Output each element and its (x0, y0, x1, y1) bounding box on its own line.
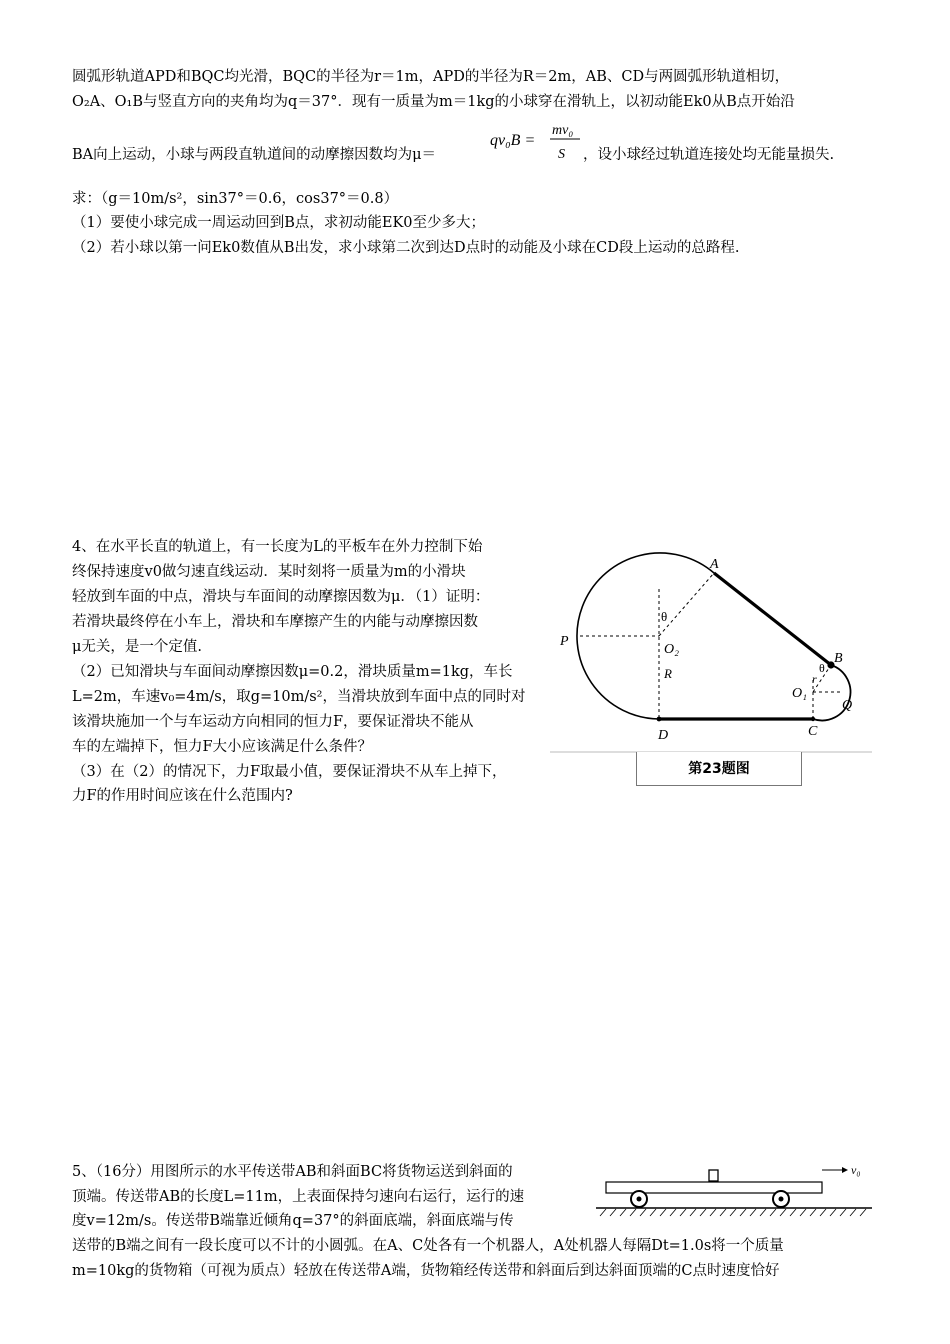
label-o1: O₁ (792, 686, 807, 701)
figure-caption: 第23题图 (688, 761, 750, 777)
arrow-head-icon (842, 1167, 848, 1173)
p4-line-8: 该滑块施加一个与车运动方向相同的恒力F，要保证滑块不能从 (72, 714, 474, 730)
formula-image (488, 118, 588, 166)
figure-caption-box (636, 752, 802, 786)
point-c (811, 717, 815, 721)
p3-line-4: 求：（g＝10m/s²，sin37°＝0.6，cos37°＝0.8） (72, 191, 399, 207)
label-p: P (560, 634, 569, 649)
label-c: C (808, 724, 818, 739)
p3-formula (488, 118, 588, 171)
label-b: B (834, 651, 843, 666)
arc-apd (577, 553, 714, 719)
label-theta-bottom: θ (819, 661, 825, 675)
svg-text:mv₀: mv₀ (552, 123, 574, 138)
p3-line-3-end: ，设小球经过轨道连接处均无能量损失. (583, 147, 835, 163)
svg-text:S: S (558, 147, 565, 162)
p5-line-3: 度v=12m/s。传送带B端靠近倾角q=37°的斜面底端，斜面底端与传 (72, 1213, 514, 1229)
p3-question-1: （1）要使小球完成一周运动回到B点，求初动能EK0至少多大； (72, 215, 486, 231)
p5-line-4: 送带的B端之间有一段长度可以不计的小圆弧。在A、C处各有一个机器人，A处机器人每隔Dt=1.0s将一个质量 (72, 1238, 784, 1254)
p4-line-9: 车的左端掉下，恒力F大小应该满足什么条件？ (72, 739, 373, 755)
label-theta-top: θ (661, 609, 668, 624)
label-a: A (710, 557, 719, 572)
p5-line-2: 顶端。传送带AB的长度L=11m，上表面保持匀速向右运行，运行的速 (72, 1189, 525, 1205)
p4-line-11: 力F的作用时间应该在什么范围内? (72, 788, 293, 804)
cart-diagram (592, 1158, 876, 1224)
p5-line-5: m=10kg的货物箱（可视为质点）轻放在传送带A端，货物箱经传送带和斜面后到达斜面顶端的C点时速度恰好 (72, 1263, 780, 1279)
p4-line-1: 4、在水平长直的轨道上，有一长度为L的平板车在外力控制下始 (72, 539, 483, 555)
velocity-label: v₀ (851, 1163, 861, 1177)
label-o2: O₂ (664, 642, 679, 657)
label-q: Q (842, 698, 853, 713)
wheel-hub-right (779, 1197, 784, 1202)
svg-text:qv₀B =: qv₀B = (490, 132, 536, 149)
p4-line-5: μ无关，是一个定值. (72, 639, 203, 655)
slider-block (709, 1170, 718, 1181)
point-d (657, 717, 662, 722)
label-d: D (658, 728, 669, 743)
p4-line-10: （3）在（2）的情况下，力F取最小值，要保证滑块不从车上掉下， (72, 764, 507, 780)
track-diagram (550, 545, 872, 755)
p3-line-2: O₂A、O₁B与竖直方向的夹角均为q＝37°．现有一质量为m＝1kg的小球穿在滑轨上，以初动能Ek0从B点开始沿 (72, 94, 795, 110)
ground-hatching (600, 1209, 866, 1216)
p4-line-2: 终保持速度v0做匀速直线运动．某时刻将一质量为m的小滑块 (72, 564, 466, 580)
segment-ab (714, 573, 831, 665)
p4-line-6: （2）已知滑块与车面间动摩擦因数μ=0.2，滑块质量m=1kg，车长 (72, 664, 513, 680)
p3-question-2: （2）若小球以第一问Ek0数值从B出发，求小球第二次到达D点时的动能及小球在CD段上运动的总路程. (72, 240, 740, 256)
wheel-hub-left (637, 1197, 642, 1202)
p5-line-1: 5、（16分）用图所示的水平传送带AB和斜面BC将货物运送到斜面的 (72, 1164, 513, 1180)
label-small-r: r (812, 672, 817, 686)
p4-line-4: 若滑块最终停在小车上，滑块和车摩擦产生的内能与动摩擦因数 (72, 614, 478, 630)
p3-line-3: BA向上运动，小球与两段直轨道间的动摩擦因数均为μ＝ (72, 147, 437, 163)
label-big-r: R (664, 666, 672, 681)
p4-line-7: L=2m，车速v₀=4m/s，取g=10m/s²，当滑块放到车面中点的同时对 (72, 689, 526, 705)
dashed-o2a (659, 573, 714, 636)
p4-line-3: 轻放到车面的中点，滑块与车面间的动摩擦因数为μ．（1）证明： (72, 589, 490, 605)
p3-line-1: 圆弧形轨道APD和BQC均光滑，BQC的半径为r＝1m，APD的半径为R＝2m，AB、CD与两圆弧形轨道相切， (72, 69, 790, 85)
